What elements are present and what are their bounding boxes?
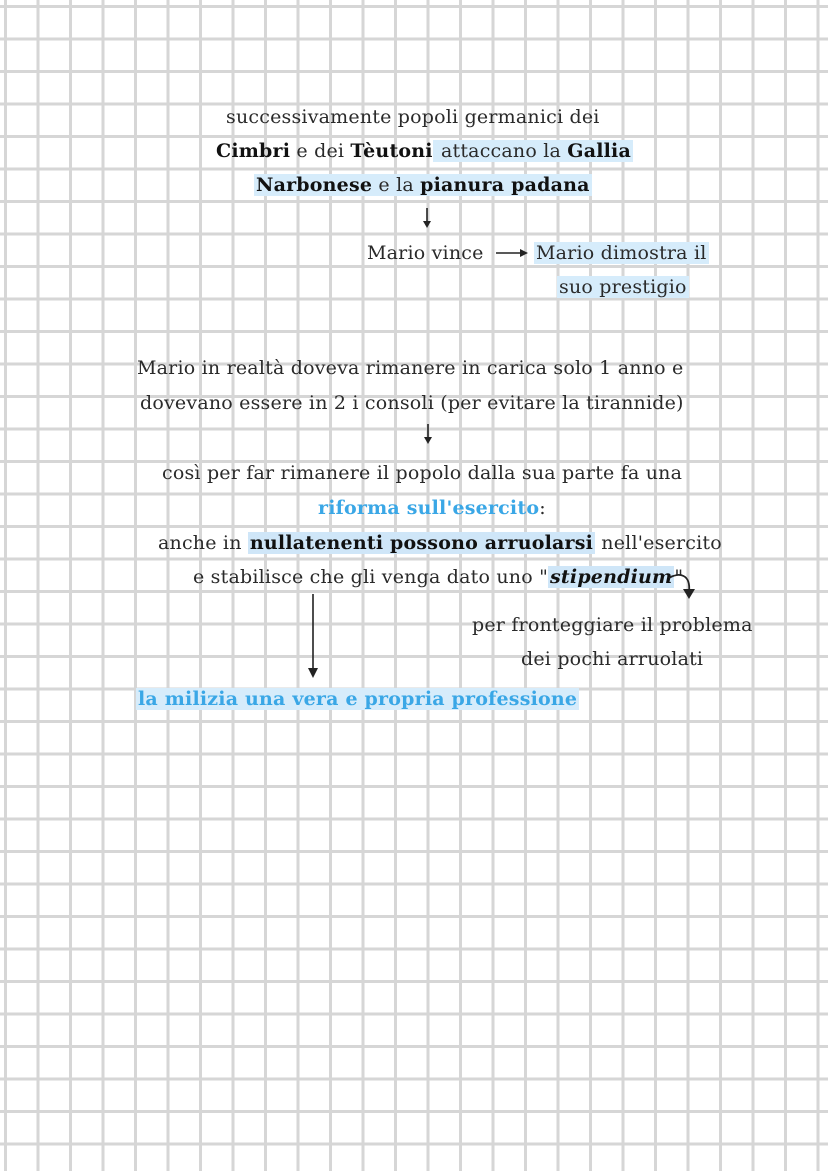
term-cimbri: Cimbri <box>216 140 291 162</box>
down-arrow-icon-2 <box>422 424 434 446</box>
text-line-3 <box>254 172 592 198</box>
carica-line-2: dovevano essere in 2 i consoli (per evitare la tirannide) <box>140 392 684 414</box>
prestigio-line-2: suo prestigio <box>559 276 687 298</box>
problema-line-2: dei pochi arruolati <box>521 648 704 670</box>
stipendium-line: e stabilisce che gli venga dato uno " stipendium " <box>193 566 684 588</box>
riforma-line: riforma sull'esercito: <box>318 497 546 519</box>
curved-arrow-icon <box>667 572 697 608</box>
right-arrow-icon-1 <box>496 246 530 260</box>
highlight-narbonese: Narbonese e la pianura padana <box>256 174 590 196</box>
term-milizia: la milizia una vera e propria professione <box>138 688 578 710</box>
term-stipendium: stipendium <box>550 566 673 588</box>
highlight-attaccano: attaccano la Gallia <box>434 140 631 162</box>
term-nullatenenti: nullatenenti possono arruolarsi <box>249 532 594 554</box>
problema-line-1: per fronteggiare il problema <box>472 614 753 636</box>
mario-vince: Mario vince <box>367 242 484 264</box>
prestigio-line-1: Mario dimostra il <box>536 242 707 264</box>
nullatenenti-line: anche in nullatenenti possono arruolarsi nell'esercito <box>158 532 722 554</box>
carica-line-1: Mario in realtà doveva rimanere in carica solo 1 anno e <box>137 357 684 379</box>
long-down-arrow-icon <box>306 594 320 680</box>
popolo-line: così per far rimanere il popolo dalla sua parte fa una <box>162 462 683 484</box>
term-teutoni: Tèutoni <box>350 140 433 162</box>
down-arrow-icon-1 <box>421 208 433 230</box>
text-line-1: successivamente popoli germanici dei <box>226 106 600 128</box>
term-riforma: riforma sull'esercito <box>318 497 540 519</box>
conclusion-line <box>136 686 579 712</box>
text-line-2: Cimbri e dei Tèutoni attaccano la Gallia <box>216 140 631 162</box>
